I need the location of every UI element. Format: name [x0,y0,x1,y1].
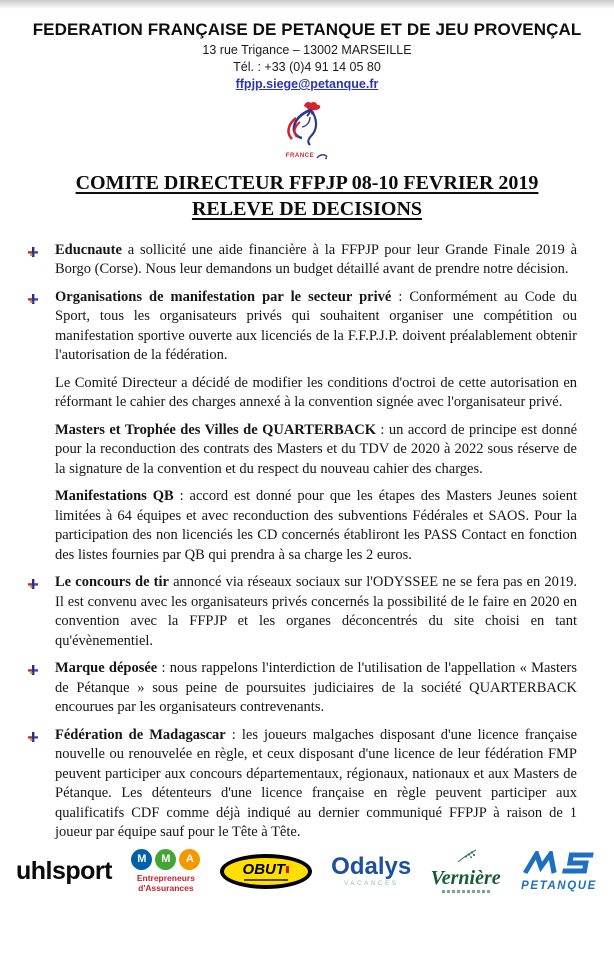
decisions-body [55,241,577,843]
verniere-logo [431,849,501,893]
logo-swoosh-icon [316,152,328,160]
obut-logo [220,854,312,889]
mma-caption-line2: d'Assurances [138,883,194,894]
org-address: 13 rue Trigance – 13002 MARSEILLE [202,43,412,57]
decision-paragraph [55,726,577,843]
cross-bullet-icon [28,730,38,750]
paragraph-text: accord est donné pour que les étapes des Masters Jeunes soient limitées à 64 équipes et avec reconduction des subventions Fédérales et SAOS. Pour la participation des non licenciés les CD concernés établiront les PASS Contact en fonction des listes fournies par QB qui prendra à sa charge les 2 euros. [55,488,578,563]
obut-fine-print [244,879,288,881]
decision-paragraph [55,573,577,651]
org-name: FEDERATION FRANÇAISE DE PETANQUE ET DE JEU PROVENÇAL [32,20,582,39]
cross-bullet-icon [28,245,38,265]
scan-top-edge [0,0,614,9]
decision-paragraph [55,241,577,280]
paragraph-lead: Le concours de tir [55,574,169,591]
verniere-sprig-icon [452,849,480,863]
ms-petanque-caption: PETANQUE [521,879,597,892]
decision-paragraph [55,487,577,565]
uhlsport-logo: uhlsport [16,856,112,885]
mma-caption-line1: Entrepreneurs [136,873,195,883]
document-title [0,170,614,223]
paragraph-text: les joueurs malgaches disposant d'une licence française nouvelle ou renouvelée en règle, et ceux disposant d'une licence de leur fédération FMP peuvent participer aux concours départementaux, régionaux, nationaux et aux Masters de Pétanque. Les détenteurs d'une licence française en règle peuvent participer aux qualificatifs CDF comme déjà indiqué au dernier communiqué FFPJP à raison de 1 joueur par équipe sauf pour le Tête à Tête. [55,726,578,841]
mma-circle-m2: M [155,849,176,870]
ffpjp-rooster-logo [272,100,342,160]
obut-wordmark: OBUT [242,860,286,878]
odalys-logo [331,855,411,887]
obut-red-mark [286,866,289,873]
paragraph-lead: Manifestations QB [55,488,174,505]
paragraph-lead: Fédération de Madagascar [55,726,226,743]
mma-logo [131,849,200,893]
paragraph-text: a sollicité une aide financière à la FFPJP pour leur Grande Finale 2019 à Borgo (Corse). Nous leur demandons un budget détaillé avant de prendre notre décision. [55,241,577,278]
odalys-wordmark: Odalys [331,853,412,881]
title-line-2: RELEVE DE DECISIONS [191,198,423,221]
decision-paragraph [55,288,577,366]
paragraph-text: Le Comité Directeur a décidé de modifier les conditions d'octroi de cette autorisation en réformant le cahier des charges annexé à la convention signée avec l'organisateur privé. [55,374,577,411]
paragraph-separator: : [173,488,190,505]
title-line-1: COMITE DIRECTEUR FFPJP 08-10 FEVRIER 2019 [75,172,539,194]
paragraph-separator: : [375,421,389,438]
paragraph-text: annoncé via réseaux sociaux sur l'ODYSSEE ne se fera pas en 2019. Il est convenu avec les organisateurs privés concernés la possibilité de le faire en 2020 en convention avec la FFPJP et les organes déconcentrés du site choisi en tant qu'évènementiel. [55,574,578,649]
verniere-fine-print [442,890,490,893]
logo-france-label: FRANCE [285,153,315,159]
org-phone: Tél. : +33 (0)4 91 14 05 80 [233,60,381,74]
paragraph-lead: Organisations de manifestation par le secteur privé [55,288,392,305]
paragraph-text: nous rappelons l'interdiction de l'utilisation de l'appellation « Masters de Pétanque » sous peine de poursuites judiciaires de la société QUARTERBACK encourues par les organisateurs contrevenants. [55,660,577,716]
odalys-caption: VACANCES [343,880,399,888]
ms-petanque-logo [520,851,598,892]
paragraph-separator: : [391,288,410,305]
decision-paragraph [55,659,577,718]
paragraph-lead: Marque déposée [55,660,158,677]
mma-circle-a: A [179,849,200,870]
ms-monogram-icon [520,851,598,875]
cross-bullet-icon [28,292,38,312]
document-header [0,9,614,160]
decision-paragraph [55,374,577,413]
decision-paragraph [55,421,577,480]
sponsor-logo-strip [0,849,614,893]
paragraph-text: Conformément au Code du Sport, tous les organisateurs privés qui souhaitent organiser une compétition ou manifestation sportive ouverte aux licenciés de la F.F.P.J.P. doivent préalablement obtenir l'autorisation de la fédération. [55,288,577,364]
org-email-link[interactable]: ffpjp.siege@petanque.fr [235,77,379,91]
paragraph-lead: Educnaute [55,241,122,258]
mma-circle-m1: M [131,849,152,870]
verniere-wordmark: Vernière [430,867,501,890]
rooster-icon [283,100,331,150]
paragraph-lead: Masters et Trophée des Villes de QUARTERBACK [55,421,376,438]
paragraph-separator: : [157,660,170,677]
paragraph-text: un accord de principe est donné pour la reconduction des contrats des Masters et du TDV de 2020 à 2022 sous réserve de la signature de la convention et du respect du nouveau cahier des charges. [55,421,578,477]
cross-bullet-icon [28,577,38,597]
cross-bullet-icon [28,663,38,683]
paragraph-separator: : [225,726,242,743]
